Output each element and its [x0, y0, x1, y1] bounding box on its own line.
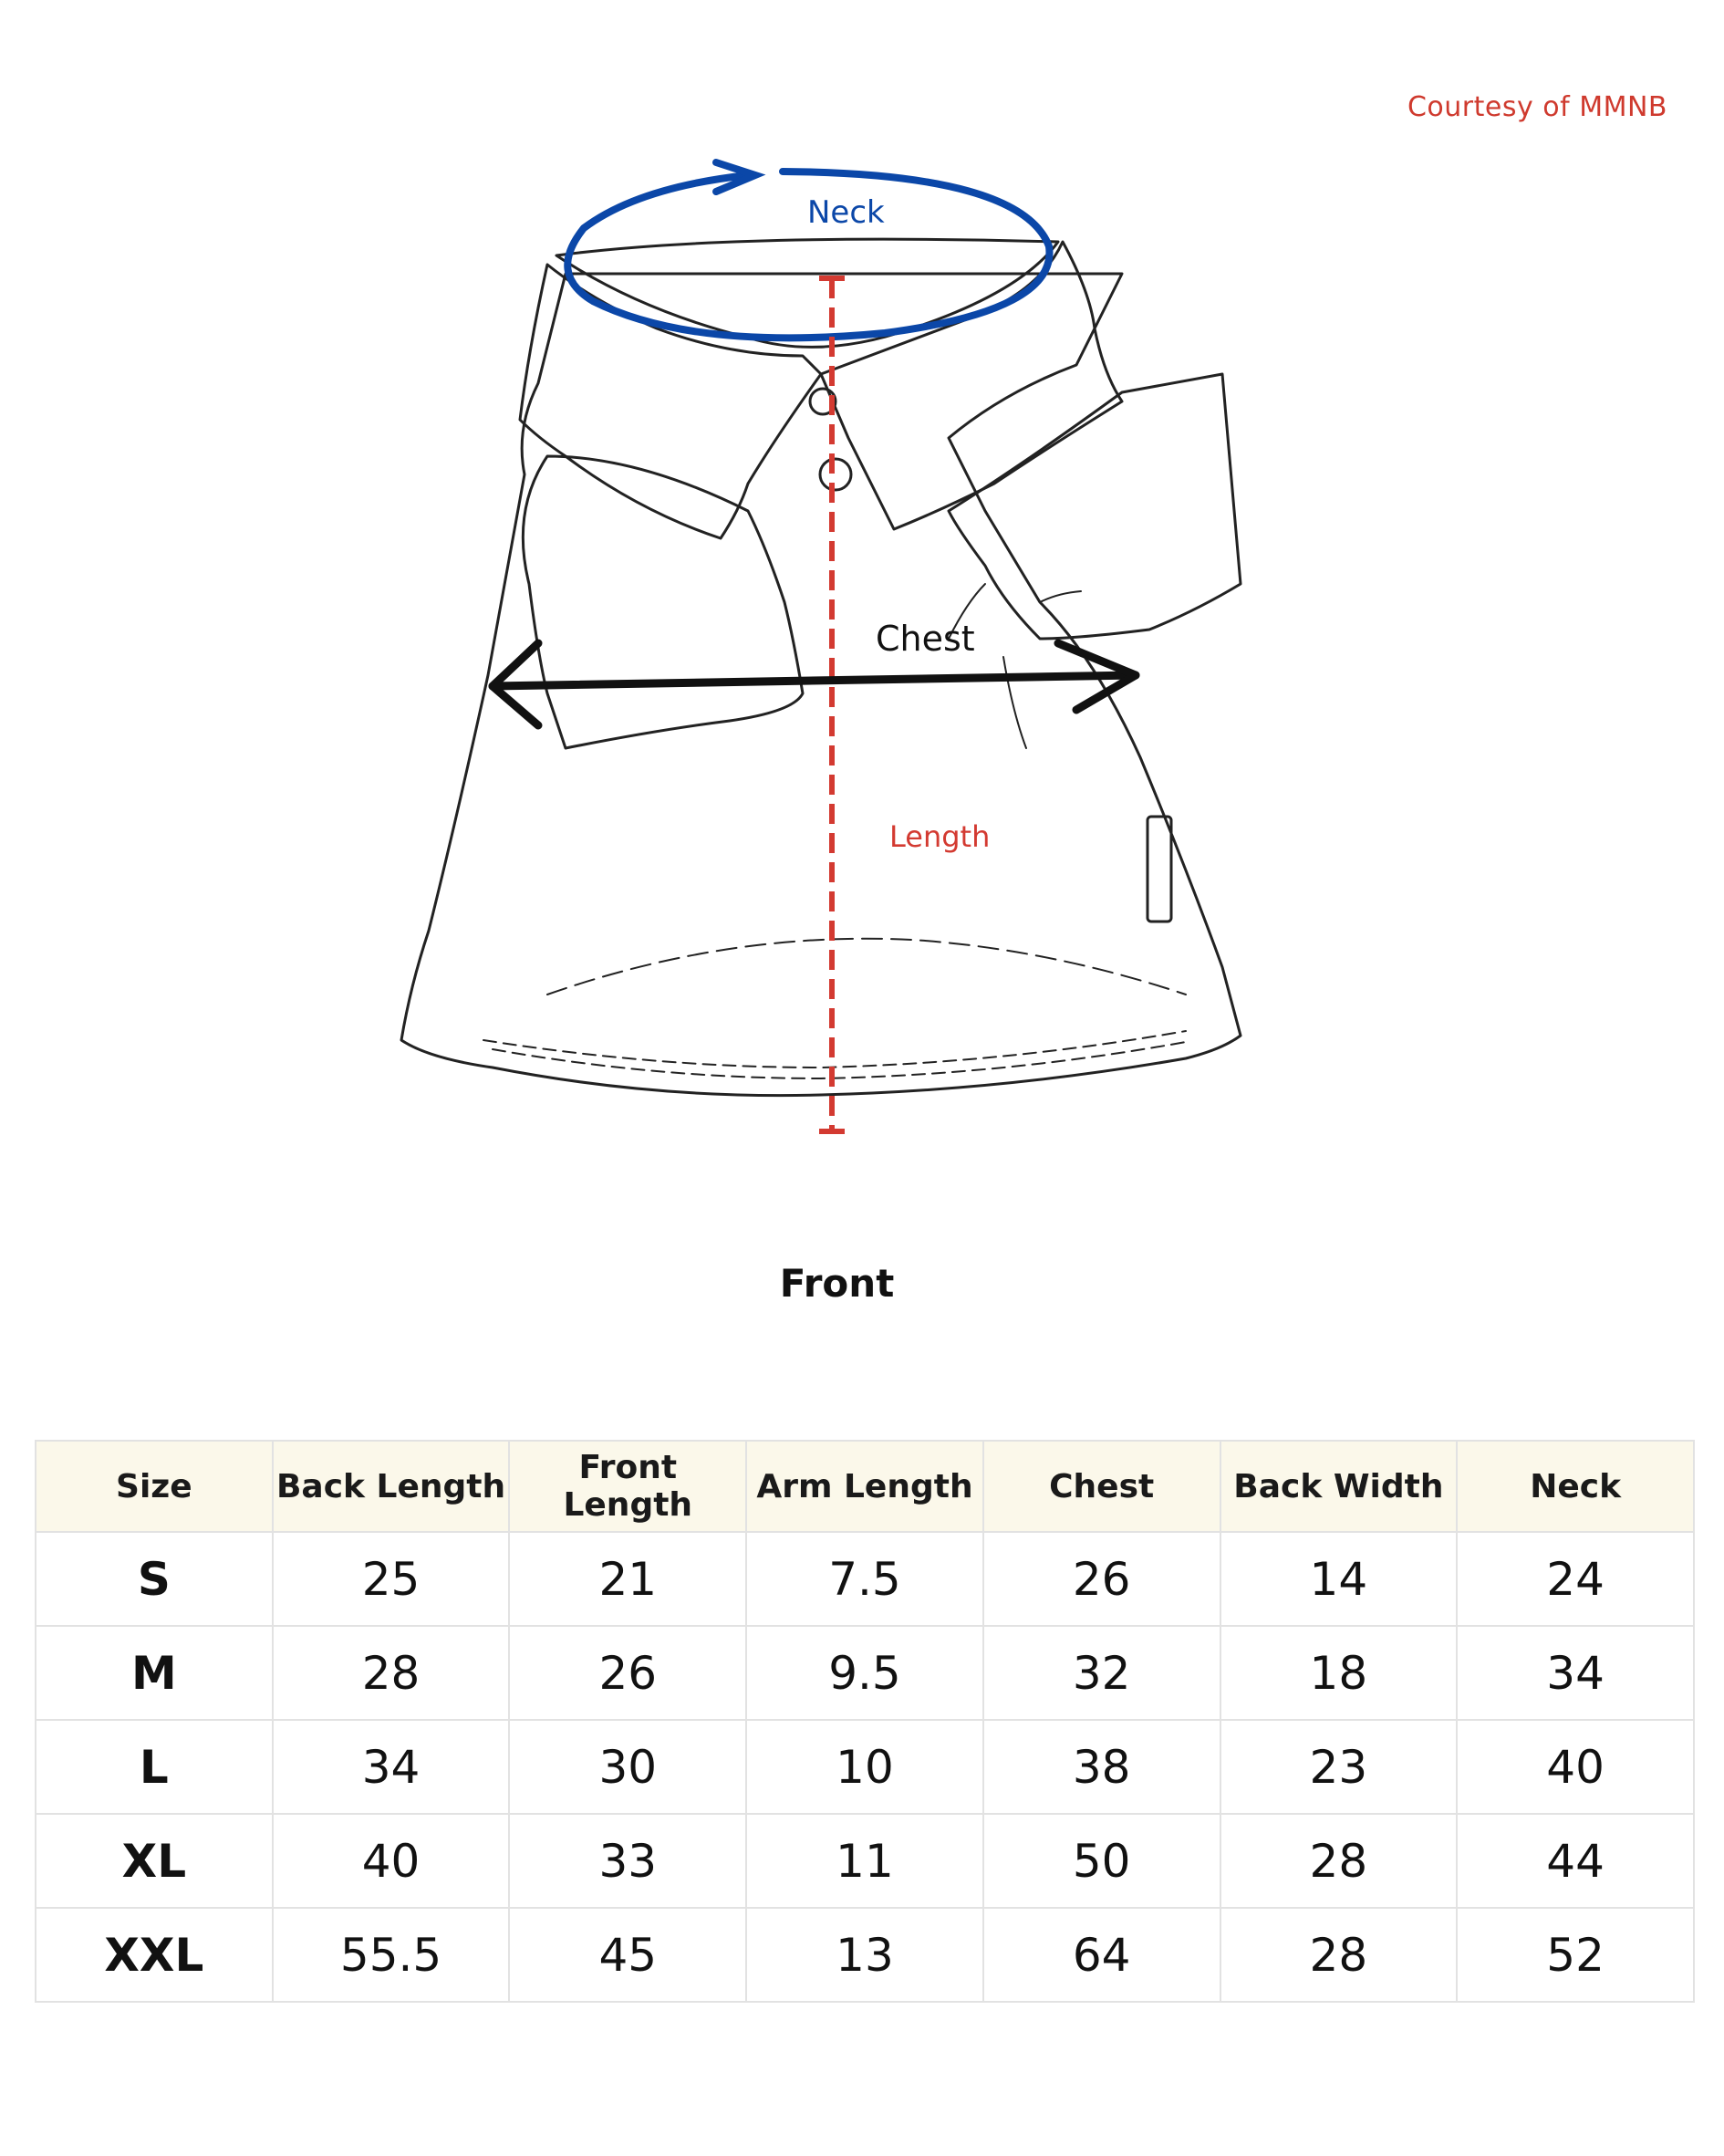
header-chest: Chest [983, 1441, 1220, 1532]
cell-back-width: 23 [1220, 1720, 1458, 1814]
header-size: Size [36, 1441, 273, 1532]
header-back-length: Back Length [273, 1441, 510, 1532]
cell-back-length: 34 [273, 1720, 510, 1814]
table-row [36, 1720, 1694, 1814]
cell-front-length: 45 [509, 1908, 746, 2002]
cell-front-length: 33 [509, 1814, 746, 1908]
cell-neck: 52 [1457, 1908, 1694, 2002]
cell-back-length: 40 [273, 1814, 510, 1908]
neck-label: Neck [807, 194, 885, 231]
cell-back-width: 28 [1220, 1908, 1458, 2002]
seam-line [547, 939, 1186, 995]
table-row [36, 1626, 1694, 1720]
cell-neck: 24 [1457, 1532, 1694, 1626]
left-sleeve [523, 456, 803, 748]
cell-front-length: 21 [509, 1532, 746, 1626]
cell-size: L [36, 1720, 273, 1814]
cell-chest: 32 [983, 1626, 1220, 1720]
header-arm-length: Arm Length [746, 1441, 983, 1532]
cell-back-length: 25 [273, 1532, 510, 1626]
cell-size: XXL [36, 1908, 273, 2002]
cell-chest: 64 [983, 1908, 1220, 2002]
neck-indicator [567, 162, 1049, 338]
garment-tag [1148, 817, 1171, 922]
cell-arm-length: 10 [746, 1720, 983, 1814]
cell-back-width: 18 [1220, 1626, 1458, 1720]
cell-neck: 44 [1457, 1814, 1694, 1908]
table-header-row [36, 1441, 1694, 1532]
chest-indicator [493, 643, 1136, 725]
length-label: Length [889, 819, 991, 854]
cell-arm-length: 11 [746, 1814, 983, 1908]
cell-back-length: 28 [273, 1626, 510, 1720]
courtesy-text: Courtesy of MMNB [1407, 91, 1667, 123]
cell-back-width: 14 [1220, 1532, 1458, 1626]
cell-chest: 26 [983, 1532, 1220, 1626]
chest-label: Chest [876, 619, 975, 659]
header-front-length: Front Length [509, 1441, 746, 1532]
cell-size: XL [36, 1814, 273, 1908]
cell-size: S [36, 1532, 273, 1626]
cell-size: M [36, 1626, 273, 1720]
hem-inner-2 [493, 1042, 1186, 1078]
cell-front-length: 30 [509, 1720, 746, 1814]
cell-chest: 38 [983, 1720, 1220, 1814]
header-back-width: Back Width [1220, 1441, 1458, 1532]
left-collar [520, 265, 821, 538]
right-sleeve [949, 374, 1241, 639]
table-row [36, 1814, 1694, 1908]
front-view-label: Front [779, 1261, 895, 1306]
button-bottom [820, 459, 851, 490]
length-indicator [819, 278, 845, 1131]
cell-chest: 50 [983, 1814, 1220, 1908]
cell-back-length: 55.5 [273, 1908, 510, 2002]
cell-arm-length: 13 [746, 1908, 983, 2002]
cell-arm-length: 9.5 [746, 1626, 983, 1720]
header-neck: Neck [1457, 1441, 1694, 1532]
table-row [36, 1908, 1694, 2002]
cell-neck: 40 [1457, 1720, 1694, 1814]
cell-neck: 34 [1457, 1626, 1694, 1720]
table-row [36, 1532, 1694, 1626]
cell-arm-length: 7.5 [746, 1532, 983, 1626]
size-chart-table [35, 1440, 1695, 2003]
cell-back-width: 28 [1220, 1814, 1458, 1908]
collar-band [556, 239, 1058, 347]
cell-front-length: 26 [509, 1626, 746, 1720]
